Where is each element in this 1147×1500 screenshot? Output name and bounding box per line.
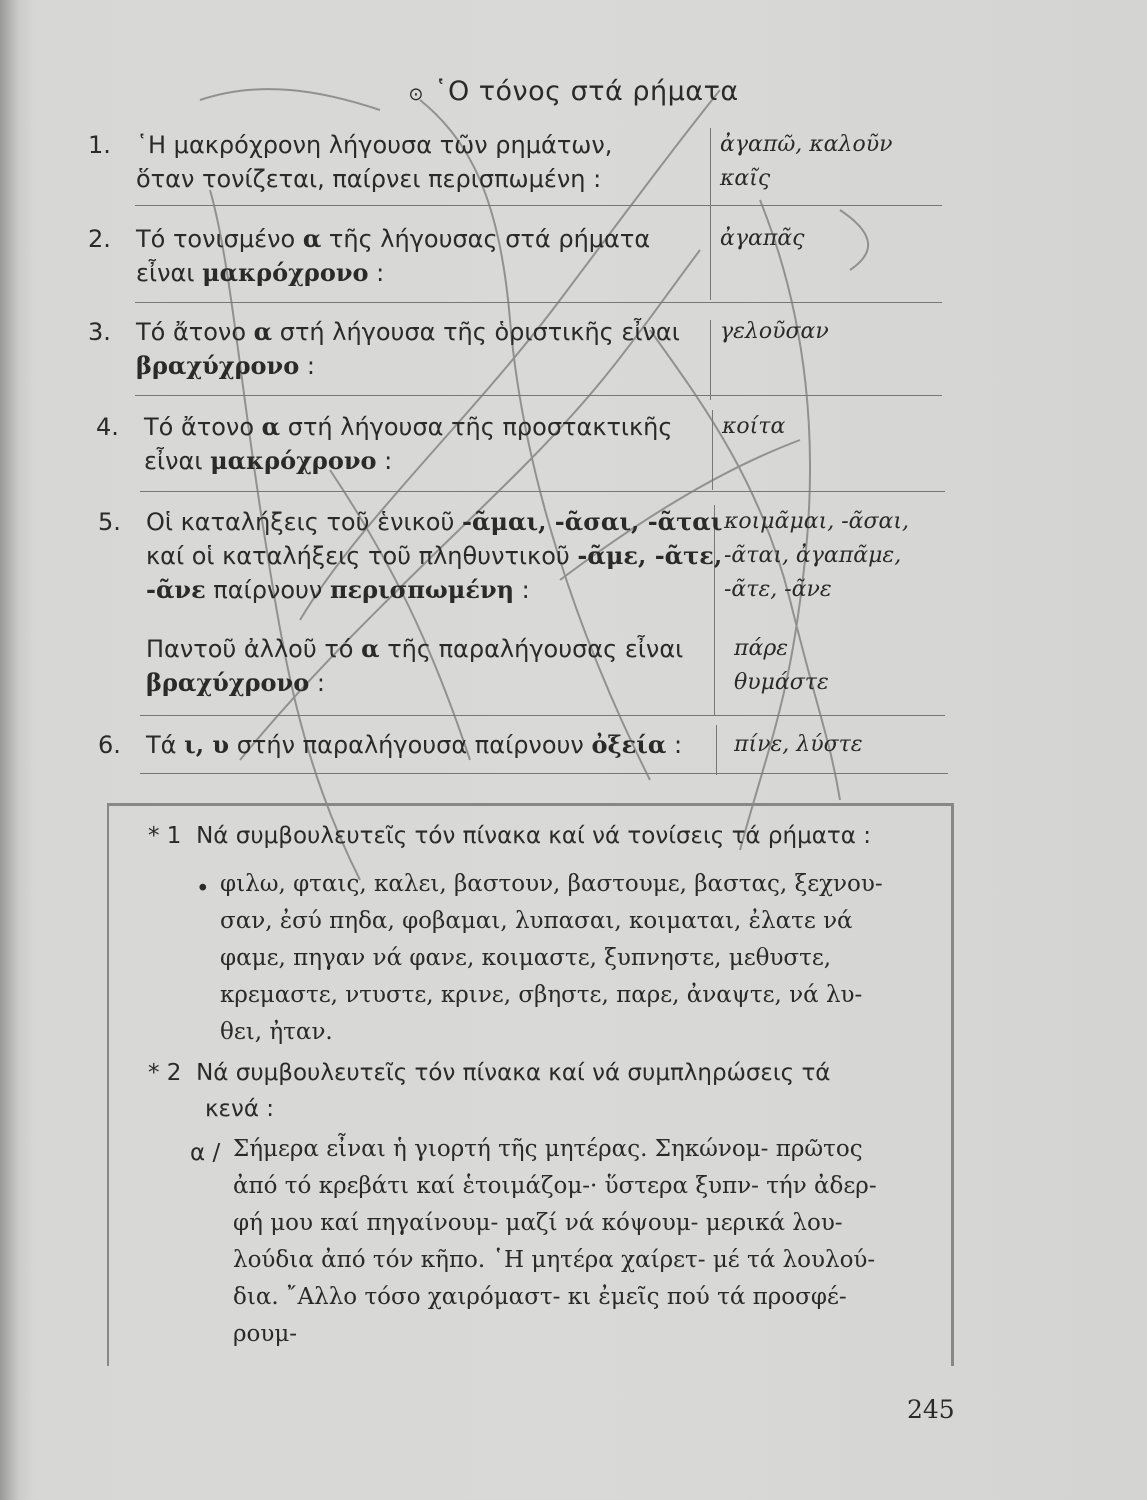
rule-example: [722, 410, 947, 444]
exercise-line: φιλω, φταις, καλει, βαστουν, βαστουμε, βαστας, ξεχνου-: [220, 871, 883, 897]
example-line: -ᾶται, ἀγαπᾶμε,: [724, 543, 902, 568]
bold-span: περισπωμένη: [329, 575, 515, 604]
bold-span: -ᾶνε: [146, 575, 206, 604]
text-span: εἶναι: [144, 447, 211, 475]
table-row-divider: [140, 773, 948, 774]
exercise-line: φαμε, πηγαν νά φανε, κοιμαστε, ξυπνηστε, μεθυστε,: [220, 945, 832, 971]
example-line: πάρε: [734, 636, 789, 661]
bold-span: α: [361, 634, 380, 663]
table-row-divider: [135, 205, 942, 206]
exercise-line: σαν, ἐσύ πηδα, φοβαμαι, λυπασαι, κοιμαται, ἐλατε νά: [220, 908, 853, 934]
rule-number: 2.: [88, 225, 111, 253]
text-span: τῆς παραλήγουσας εἶναι: [379, 635, 684, 663]
example-line: ἀγαπᾶς: [720, 226, 805, 251]
item-label: α /: [190, 1140, 221, 1166]
rule-line: [136, 349, 716, 383]
instruction-line: κενά :: [205, 1096, 275, 1122]
rule-line: [146, 632, 746, 666]
rule-example: [720, 222, 945, 256]
rule-text: [136, 222, 716, 290]
text-span: :: [376, 447, 393, 475]
text-span: παίρνουν: [205, 576, 330, 604]
exercise-line: δια. ῎Αλλο τόσο χαιρόμαστ- κι ἐμεῖς πού τά προσφέ-: [233, 1284, 847, 1310]
rule-example: [724, 505, 949, 607]
exercise-label: * 1: [148, 823, 182, 849]
example-line: πίνε, λύστε: [734, 732, 863, 757]
exercise-label: * 2: [148, 1060, 182, 1086]
rule-line: [146, 728, 746, 762]
rule-text: [136, 128, 716, 196]
page-title: [0, 76, 1147, 107]
bullet-icon: •: [196, 876, 210, 902]
rule-line: [146, 666, 746, 700]
bold-span: α: [302, 224, 322, 253]
text-span: εἶναι: [136, 259, 203, 287]
exercise-line: Σήμερα εἶναι ἡ γιορτή τῆς μητέρας. Σηκώνομ- πρῶτος: [233, 1136, 863, 1162]
rule-line: [146, 573, 746, 607]
rule-line: [136, 315, 716, 349]
text-span: :: [666, 731, 683, 759]
text-span: :: [368, 259, 385, 287]
text-span: στή λήγουσα τῆς ὁριστικῆς εἶναι: [272, 318, 680, 346]
exercise-line: ρουμ-: [233, 1321, 298, 1347]
rule-example: [734, 632, 959, 700]
exercise-line: φή μου καί πηγαίνουμ- μαζί νά κόψουμ- μερικά λου-: [233, 1210, 843, 1236]
instruction-text: Νά συμβουλευτεῖς τόν πίνακα καί νά τονίσεις τά ρήματα :: [196, 823, 871, 849]
rule-text: [146, 632, 746, 700]
rule-line: [144, 410, 724, 444]
exercise-2-text: [233, 1131, 913, 1353]
rule-number: 1.: [88, 131, 111, 159]
text-span: Οἱ καταλήξεις τοῦ ἑνικοῦ: [146, 508, 462, 536]
rule-line: [146, 505, 746, 539]
rule-number: 4.: [96, 413, 119, 441]
text-span: Τό ἄτονο: [144, 413, 262, 441]
table-row-divider: [135, 302, 942, 303]
rule-text: [146, 505, 746, 607]
instruction-line: [148, 1055, 938, 1091]
table-row-divider: [135, 395, 942, 396]
exercise-1-instruction: [148, 818, 938, 854]
example-line: θυμάστε: [734, 670, 829, 695]
rule-line: [136, 256, 716, 290]
text-span: τῆς λήγουσας στά ρήματα: [321, 225, 651, 253]
example-line: κοίτα: [722, 414, 786, 439]
text-span: Τά: [146, 731, 185, 759]
rule-example: [720, 315, 945, 349]
bold-span: μακρόχρονο: [202, 258, 369, 287]
bold-span: ὀξεία: [591, 730, 667, 759]
bold-span: βραχύχρονο: [146, 668, 310, 697]
bold-span: μακρόχρονο: [210, 446, 377, 475]
text-span: στή λήγουσα τῆς προστακτικῆς: [280, 413, 673, 441]
bold-span: -ᾶμαι, -ᾶσαι, -ᾶται: [461, 507, 723, 536]
text-span: :: [309, 669, 325, 697]
bold-span: α: [261, 412, 281, 441]
text-span: :: [299, 352, 315, 380]
rule-line: [144, 444, 724, 478]
exercise-2-instruction: [148, 1055, 938, 1127]
rule-example: [734, 728, 959, 762]
text-span: Τό τονισμένο: [136, 225, 303, 253]
instruction-text: Νά συμβουλευτεῖς τόν πίνακα καί νά συμπληρώσεις τά: [196, 1060, 831, 1086]
text-span: καί οἱ καταλήξεις τοῦ πληθυντικοῦ: [146, 542, 578, 570]
example-line: -ᾶτε, -ᾶνε: [724, 577, 832, 602]
rule-text: [136, 315, 716, 383]
bold-span: βραχύχρονο: [136, 351, 300, 380]
exercise-1-words: [220, 866, 910, 1051]
rule-example: [720, 128, 945, 196]
rule-text: [146, 728, 746, 762]
rule-line: [136, 222, 716, 256]
text-span: Τό ἄτονο: [136, 318, 254, 346]
table-row-divider: [140, 491, 945, 492]
page-number: 245: [907, 1395, 955, 1424]
exercise-line: ἀπό τό κρεβάτι καί ἑτοιμάζομ-· ὕστερα ξυπν- τήν ἀδερ-: [233, 1173, 877, 1199]
text-span: στήν παραλήγουσα παίρνουν: [229, 731, 592, 759]
rule-number: 3.: [88, 318, 111, 346]
rule-line: ῾Η μακρόχρονη λήγουσα τῶν ρημάτων,: [136, 131, 613, 159]
exercise-line: θει, ἠταν.: [220, 1019, 333, 1045]
text-span: :: [514, 576, 530, 604]
example-line: ἀγαπῶ, καλοῦν: [720, 132, 893, 157]
exercise-line: κρεμαστε, ντυστε, κρινε, σβηστε, παρε, ἀναψτε, νά λυ-: [220, 982, 863, 1008]
bold-span: -ᾶμε, -ᾶτε,: [577, 541, 723, 570]
circle-dot-icon: ⊙: [408, 84, 424, 105]
rule-number: 5.: [98, 508, 121, 536]
rule-line: ὅταν τονίζεται, παίρνει περισπωμένη :: [136, 165, 602, 193]
bold-span: ι, υ: [184, 730, 230, 759]
bold-span: α: [253, 317, 273, 346]
example-line: καῖς: [720, 166, 771, 191]
table-row-divider: [140, 715, 945, 716]
text-span: Παντοῦ ἀλλοῦ τό: [146, 635, 362, 663]
rule-line: [146, 539, 746, 573]
title-text: ῾Ο τόνος στά ρήματα: [433, 76, 739, 107]
example-line: κοιμᾶμαι, -ᾶσαι,: [724, 509, 910, 534]
exercise-line: λούδια ἀπό τόν κῆπο. ῾Η μητέρα χαίρετ- μέ τά λουλού-: [233, 1247, 876, 1273]
rule-number: 6.: [98, 731, 121, 759]
rule-text: [144, 410, 724, 478]
example-line: γελοῦσαν: [720, 319, 829, 344]
